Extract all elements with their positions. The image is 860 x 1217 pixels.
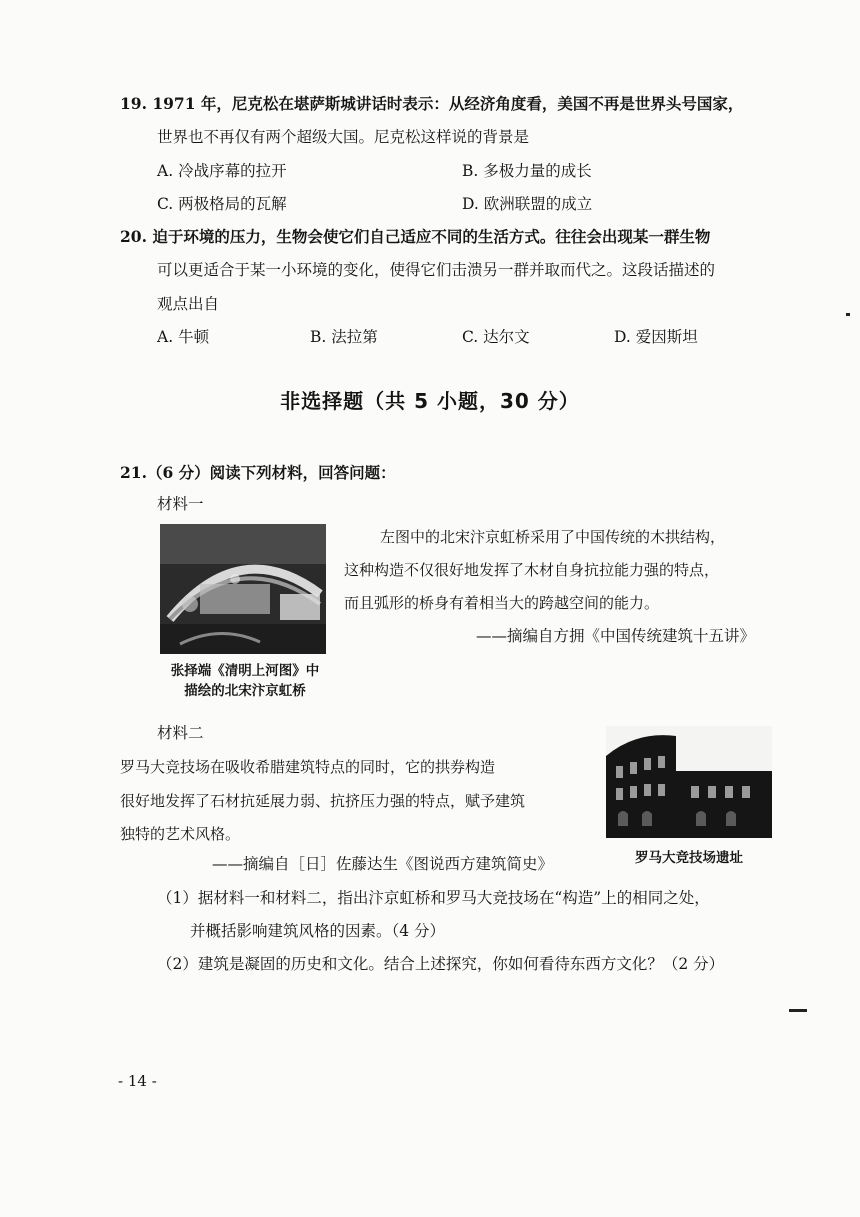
q21-intro: 21.（6 分）阅读下列材料，回答问题： (120, 463, 396, 482)
q21-sub2: （2）建筑是凝固的历史和文化。结合上述探究，你如何看待东西方文化？（2 分） (157, 955, 725, 973)
q21-sub1-line1: （1）据材料一和材料二，指出汴京虹桥和罗马大竞技场在“构造”上的相同之处， (157, 889, 710, 907)
rainbow-bridge-image (160, 524, 326, 654)
material2-text-1: 罗马大竞技场在吸收希腊建筑特点的同时，它的拱券构造 (120, 758, 496, 776)
q20-option-c: C. 达尔文 (462, 328, 530, 346)
material2-text-3: 独特的艺术风格。 (120, 825, 241, 843)
scan-mark-right-upper (846, 313, 850, 316)
page-number: - 14 - (118, 1072, 157, 1090)
material1-text-2: 这种构造不仅很好地发挥了木材自身抗拉能力强的特点， (344, 561, 720, 579)
q19-line2: 世界也不再仅有两个超级大国。尼克松这样说的背景是 (157, 128, 530, 146)
material1-caption-2: 描绘的北宋汴京虹桥 (184, 683, 306, 699)
material2-label: 材料二 (157, 724, 204, 742)
colosseum-illustration (606, 726, 772, 838)
q20-option-d: D. 爱因斯坦 (614, 328, 698, 346)
q20-line1: 20. 迫于环境的压力，生物会使它们自己适应不同的生活方式。往往会出现某一群生物 (120, 227, 711, 246)
material1-caption-1: 张择端《清明上河图》中 (170, 663, 320, 679)
q21-sub1-line2: 并概括影响建筑风格的因素。（4 分） (190, 922, 446, 940)
q20-option-a: A. 牛顿 (157, 328, 210, 346)
material1-source: ——摘编自方拥《中国传统建筑十五讲》 (476, 627, 756, 645)
section-title: 非选择题（共 5 小题，30 分） (280, 389, 580, 413)
rainbow-bridge-illustration (160, 524, 326, 654)
colosseum-image (606, 726, 772, 838)
material2-source: ——摘编自［日］佐藤达生《图说西方建筑简史》 (212, 855, 554, 873)
q19-option-b: B. 多极力量的成长 (462, 162, 592, 180)
q19-line1: 19. 1971 年，尼克松在堪萨斯城讲话时表示：从经济角度看，美国不再是世界头号国家， (120, 94, 744, 113)
material1-label: 材料一 (157, 495, 204, 513)
material2-text-2: 很好地发挥了石材抗延展力弱、抗挤压力强的特点，赋予建筑 (120, 792, 526, 810)
q20-line3: 观点出自 (157, 295, 220, 313)
q19-option-a: A. 冷战序幕的拉开 (157, 162, 287, 180)
q20-option-b: B. 法拉第 (310, 328, 378, 346)
q20-line2: 可以更适合于某一小环境的变化，使得它们击溃另一群并取而代之。这段话描述的 (157, 261, 716, 279)
scan-mark-right-lower (789, 1009, 807, 1012)
material1-text-3: 而且弧形的桥身有着相当大的跨越空间的能力。 (344, 594, 660, 612)
material2-caption: 罗马大竞技场遗址 (635, 850, 743, 866)
q19-option-c: C. 两极格局的瓦解 (157, 195, 287, 213)
q19-option-d: D. 欧洲联盟的成立 (462, 195, 593, 213)
material1-text-1: 左图中的北宋汴京虹桥采用了中国传统的木拱结构， (380, 528, 726, 546)
